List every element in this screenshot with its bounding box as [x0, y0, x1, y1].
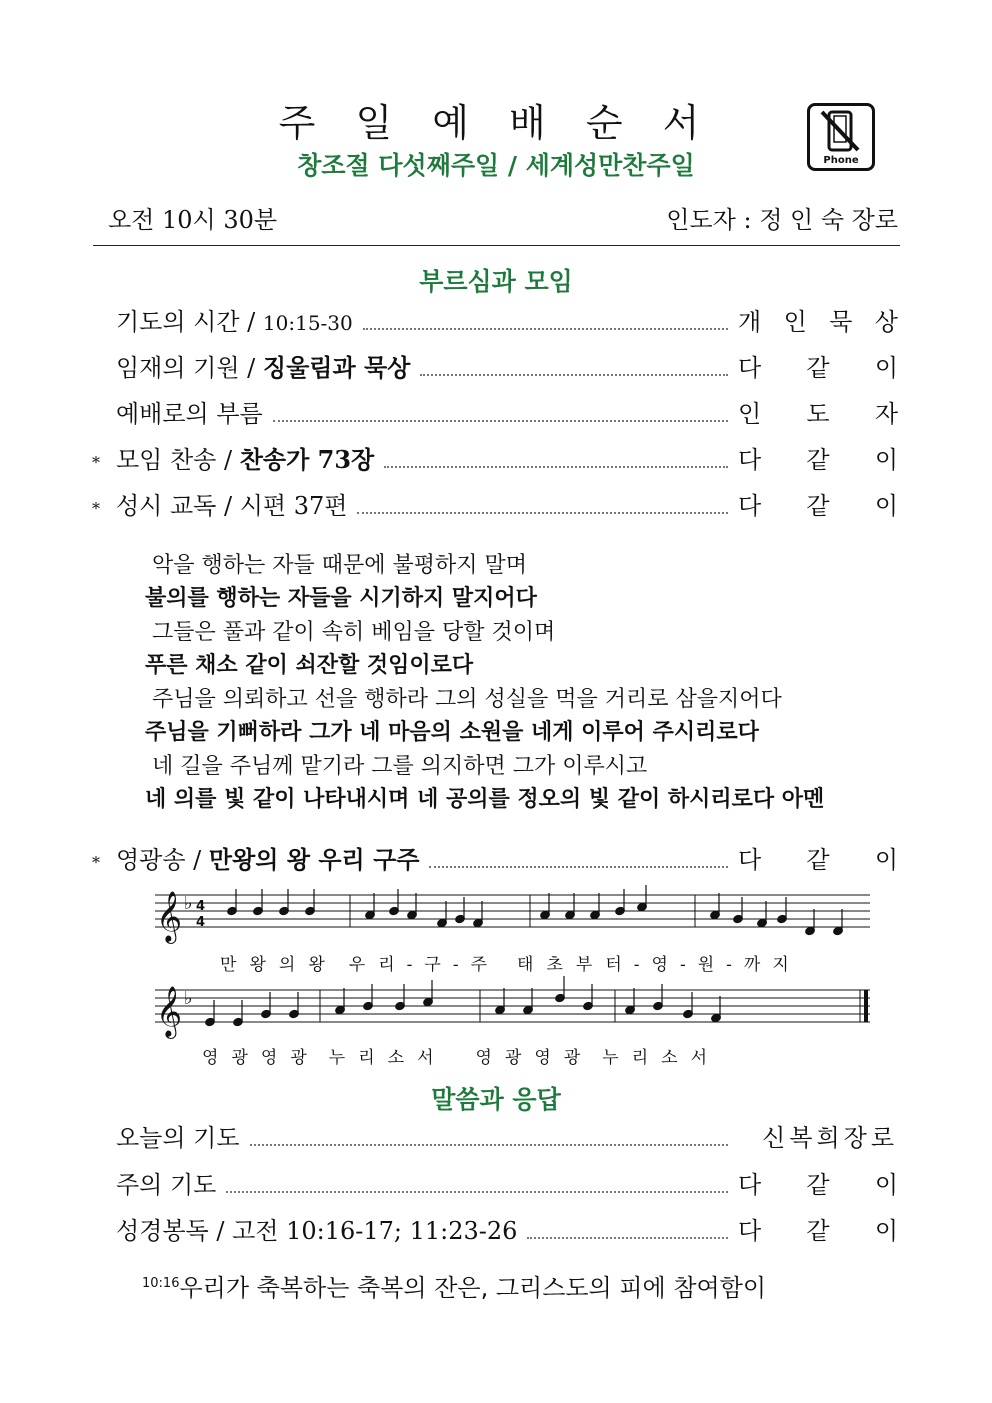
leader-dots: [363, 328, 728, 330]
leader-dots: [527, 1237, 728, 1239]
lyric-syllable: 원: [697, 955, 715, 975]
order-item: * 모임 찬송 / 찬송가 73장 다 같 이: [92, 440, 898, 474]
lyric-syllable: 누: [328, 1048, 346, 1068]
leader-dots: [357, 512, 728, 514]
lyric-syllable: 영: [260, 1048, 278, 1068]
svg-text:4: 4: [196, 899, 206, 914]
order-item: 주의 기도 다 같 이: [92, 1165, 898, 1199]
svg-text:♭: ♭: [184, 988, 193, 1009]
lyric-syllable: 광: [231, 1048, 248, 1068]
order-item-responsible: 다 같 이: [738, 354, 898, 382]
order-item: 임재의 기원 / 징울림과 묵상 다 같 이: [92, 348, 898, 382]
lyric-syllable: 까: [743, 955, 761, 975]
page-title: 주 일 예 배 순 서: [278, 101, 714, 145]
order-item: 오늘의 기도 신복희장로: [92, 1118, 898, 1152]
verse-number: 10:16: [142, 1276, 180, 1291]
lyric-syllable: 부: [575, 955, 593, 975]
lyric-syllable: 터: [605, 955, 622, 975]
order-item-responsible: 다 같 이: [738, 846, 898, 874]
psalm-line-leader: 네 길을 주님께 맡기라 그를 의지하면 그가 이루시고: [152, 754, 648, 779]
svg-text:♭: ♭: [184, 893, 193, 914]
lyric-syllable: 영: [475, 1048, 492, 1068]
lyric-syllable: 왕: [308, 955, 325, 975]
order-item-responsible: 다 같 이: [738, 1217, 898, 1245]
lyric-syllable: 소: [661, 1048, 678, 1068]
leader-dots: [226, 1191, 728, 1193]
order-item-responsible: 다 같 이: [738, 446, 898, 474]
lyric-syllable: 광: [563, 1048, 581, 1068]
svg-text:𝄞: 𝄞: [156, 891, 183, 942]
lyric-syllable: 의: [278, 955, 296, 975]
lyric-syllable: -: [679, 955, 686, 975]
section-title-gathering: 부르심과 모임: [419, 267, 573, 296]
lyric-syllable: 광: [504, 1048, 522, 1068]
order-item: 성경봉독 / 고전 10:16-17; 11:23-26 다 같 이: [92, 1211, 898, 1245]
lyric-syllable: 서: [690, 1048, 707, 1068]
gloria-lyrics-line2: [202, 1043, 719, 1068]
lyric-syllable: 광: [290, 1048, 307, 1068]
lyric-syllable: -: [726, 955, 732, 975]
lyric-syllable: 리: [378, 955, 395, 975]
lyric-syllable: 우: [348, 955, 366, 975]
no-phone-icon: [807, 103, 875, 171]
lyric-syllable: 주: [470, 955, 487, 975]
order-item: * 성시 교독 / 시편 37편 다 같 이: [92, 486, 898, 520]
lyric-syllable: 서: [417, 1048, 434, 1068]
lyric-syllable: 영: [651, 955, 668, 975]
lyric-syllable: 소: [387, 1048, 405, 1068]
lyric-syllable: -: [633, 955, 640, 975]
section-title-word: 말씀과 응답: [431, 1085, 561, 1114]
lyric-syllable: 리: [631, 1048, 649, 1068]
leader-dots: [420, 374, 728, 376]
gloria-lyrics-line1: [220, 950, 801, 975]
lyric-syllable: -: [406, 955, 413, 975]
order-item-responsible: 신복희장로: [762, 1124, 898, 1152]
psalm-line-people: 푸른 채소 같이 쇠잔할 것임이로다: [145, 653, 474, 678]
scripture-text: $^{10:16}$우리가 축복하는 축복의 잔은, 그리스도의 피에 참여함이: [142, 1274, 767, 1302]
header-divider: [93, 245, 900, 246]
standing-mark: *: [92, 453, 100, 472]
psalm-line-people: 불의를 행하는 자들을 시기하지 말지어다: [145, 586, 537, 611]
service-time: 오전 10시 30분: [108, 206, 278, 234]
lyric-syllable: 왕: [249, 955, 266, 975]
order-item-responsible: 개 인 묵 상: [738, 308, 898, 336]
lyric-syllable: 지: [772, 955, 789, 975]
order-item: 기도의 시간 / 10:15-30 개 인 묵 상: [92, 302, 898, 336]
standing-mark: *: [92, 499, 100, 518]
lyric-syllable: 태: [517, 955, 534, 975]
lyric-syllable: 영: [202, 1048, 219, 1068]
lyric-syllable: 구: [424, 955, 441, 975]
service-leader: 인도자 : 정 인 숙 장로: [666, 206, 898, 234]
phone-label: Phone: [823, 155, 859, 166]
psalm-line-people: 주님을 기뻐하라 그가 네 마음의 소원을 네게 이루어 주시리로다: [145, 720, 759, 745]
lyric-syllable: 영: [534, 1048, 551, 1068]
psalm-line-people: 네 의를 빛 같이 나타내시며 네 공의를 정오의 빛 같이 하시리로다 아멘: [145, 787, 825, 812]
psalm-line-leader: 그들은 풀과 같이 속히 베임을 당할 것이며: [152, 620, 556, 645]
leader-dots: [273, 420, 728, 422]
psalm-line-leader: 주님을 의뢰하고 선을 행하라 그의 성실을 먹을 거리로 삼을지어다: [152, 687, 782, 712]
lyric-syllable: 리: [358, 1048, 375, 1068]
lyric-syllable: 만: [220, 955, 237, 975]
leader-dots: [384, 466, 728, 468]
svg-text:𝄞: 𝄞: [156, 986, 183, 1037]
svg-text:4: 4: [196, 915, 206, 930]
lyric-syllable: 초: [546, 955, 563, 975]
order-item: * 영광송 / 만왕의 왕 우리 구주 다 같 이: [92, 840, 898, 874]
order-item-responsible: 다 같 이: [738, 1171, 898, 1199]
lyric-syllable: -: [452, 955, 459, 975]
lyric-syllable: 누: [602, 1048, 619, 1068]
leader-dots: [250, 1144, 728, 1146]
order-item: 예배로의 부름 인 도 자: [92, 394, 898, 428]
psalm-line-leader: 악을 행하는 자들 때문에 불평하지 말며: [152, 553, 527, 578]
order-item-responsible: 인 도 자: [738, 400, 898, 428]
standing-mark: *: [92, 853, 100, 872]
page-subtitle: 창조절 다섯째주일 / 세계성만찬주일: [297, 151, 695, 180]
order-item-responsible: 다 같 이: [738, 492, 898, 520]
leader-dots: [429, 866, 728, 868]
